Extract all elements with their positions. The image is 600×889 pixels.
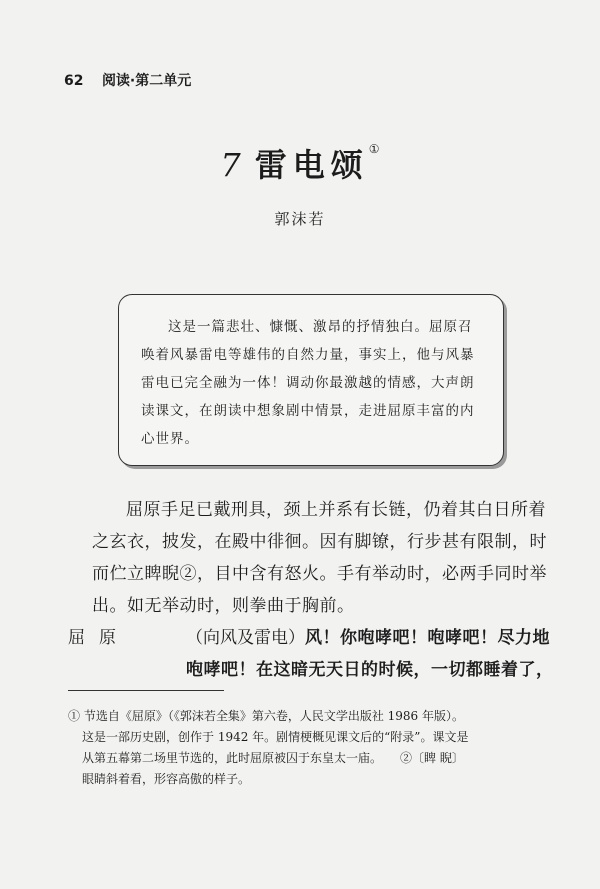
lesson-number: 7: [220, 146, 241, 184]
speech-text-1: 风！你咆哮吧！咆哮吧！尽力地: [305, 628, 550, 648]
intro-text: 这是一篇悲壮、慷慨、激昂的抒情独白。屈原召唤着风暴雷电等雄伟的自然力量，事实上，他与风暴雷电已完全融为一体！调动你最激越的情感，大声朗读课文，在朗读中想象剧中情景，走进屈原丰富的内心世界。: [141, 319, 475, 447]
speech-text-2: 咆哮吧！在这暗无天日的时候，一切都睡着了，: [186, 660, 554, 680]
dialogue-line-2: [186, 654, 554, 686]
stage-direction: [92, 494, 562, 622]
footnote-divider: [68, 690, 224, 691]
lesson-title-text: 雷电颂: [254, 146, 369, 184]
stage-direction-text: 屈原手足已戴刑具，颈上并系有长链，仍着其白日所着之玄衣，披发，在殿中徘徊。因有脚镣，行步甚有限制，时而伫立睥睨②，目中含有怒火。手有举动时，必两手同时举出。如无举动时，则拳曲于胸前。: [92, 500, 547, 616]
footnote-line-1: ① 节选自《屈原》（《郭沫若全集》第六卷，人民文学出版社 1986 年版）。: [68, 709, 464, 723]
page-header: [64, 70, 191, 90]
intro-box: [118, 294, 504, 466]
footnote-line-3: 从第五幕第二场里节选的，此时屈原被囚于东皇太一庙。 ②〔睥 睨〕: [82, 751, 464, 765]
speaker-name: 屈原: [68, 628, 130, 648]
footnote-line-2: 这是一部历史剧，创作于 1942 年。剧情梗概见课文后的“附录”。课文是: [82, 730, 469, 744]
footnote-mark: ①: [368, 142, 380, 156]
footnote-line-4: 眼睛斜着看，形容高傲的样子。: [82, 772, 251, 786]
dialogue-line-1: [186, 622, 550, 654]
lesson-title: [0, 140, 600, 186]
author-name: 郭沫若: [274, 210, 326, 228]
page-number: 62: [64, 73, 84, 89]
section-label: 阅读·第二单元: [101, 73, 192, 89]
footnotes: [68, 706, 548, 790]
stage-cue: （向风及雷电）: [186, 628, 305, 648]
